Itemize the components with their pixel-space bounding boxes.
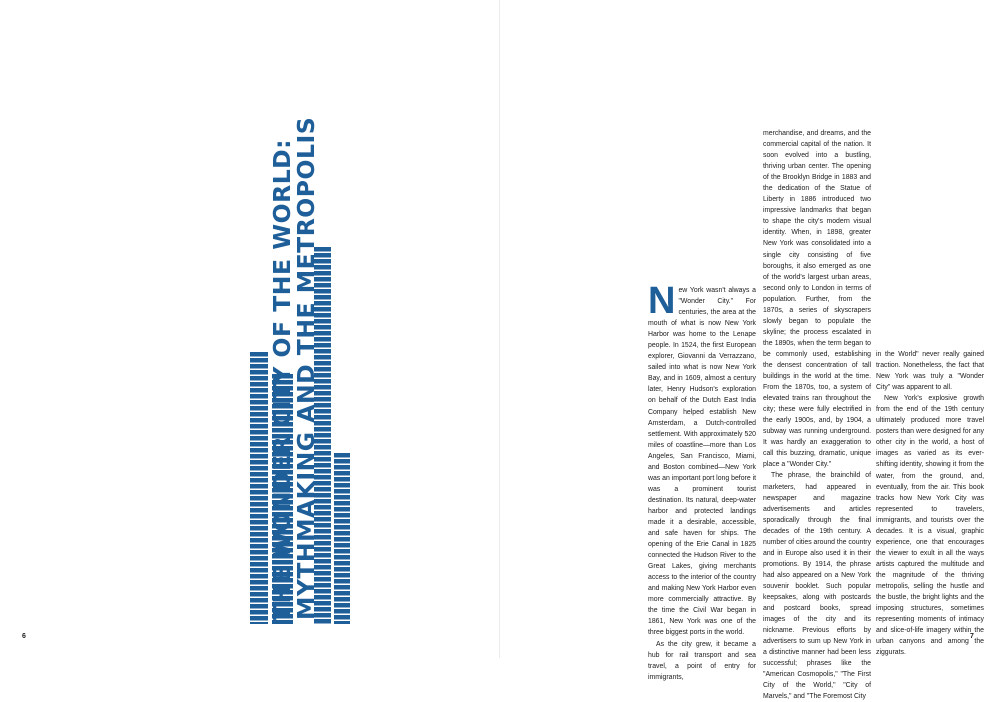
paragraph: The phrase, the brainchild of marketers, had appeared in newspaper and magazine advertisements and articles sporadically through the final decades of the 19th century. A number of cities around the country and in Europe also used it in their promotions. By 1914, the phrase had also appeared on a New York souvenir booklet. Such popular keepsakes, along with postcards and postcard books, spread images of the city and its nickname. Previous efforts by advertisers to sum up New York in a distinctive manner had been less successful; phrases like the "American Cosmopolis," "The First City of the World," "City of Marvels," and "The Foremost City bbox=[763, 472, 872, 701]
text-column-1 bbox=[648, 280, 757, 683]
drop-cap: N bbox=[648, 280, 676, 322]
paragraph: merchandise, and dreams, and the commercial capital of the nation. It soon evolved into a bustling, thriving urban center. The opening of the Brooklyn Bridge in 1883 and the dedication of the Statue of Liberty in 1886 introduced two impressive landmarks that began to shape the city's modern visual identity. When, in 1898, greater New York was consolidated into a single city consisting of five boroughs, it also emerged as one of the world's largest urban areas, second only to London in terms of population. Further, from the 1870s, a series of skyscrapers slowly began to populate the skyline; the process escalated in the 1890s, when the term began to be commonly used, establishing the densest concentration of tall buildings in the world at the time. From the 1870s, too, a system of elevated trains ran throughout the city; these were fully electrified in the early 1900s, and, by 1904, a subway was running underground. It was hardly an exaggeration to call this buzzing, dramatic, unique place a "Wonder City." bbox=[763, 130, 871, 469]
chapter-title-line-2: MYTHMAKING AND THE METROPOLIS bbox=[292, 116, 320, 620]
chapter-title bbox=[270, 60, 320, 620]
skyline-bar bbox=[334, 453, 350, 624]
page-number-right: 7 bbox=[970, 633, 974, 640]
left-page bbox=[0, 0, 500, 658]
paragraph: New York's explosive growth from the end of the 19th century ultimately produced more travel posters than were designed for any other city in the world, a host of images as varied as its ever-shifting identity, showing it from the water, from the ground, and, eventually, from the air. This book tracks how New York City was represented to travelers, immigrants, and tourists over the decades. It is a visual, graphic experience, one that encourages the viewer to exult in all the ways artists captured the multitude and the magnitude of the thriving metropolis, selling the hustle and the bustle, the bright lights and the imposing structures, sometimes representing moments of intimacy and slice-of-life imagery within the urban canyons and among the ziggurats. bbox=[876, 395, 984, 657]
skyline-bar bbox=[250, 352, 268, 624]
paragraph: in the World" never really gained traction. Nonetheless, the fact that New York was truly a "Wonder City" was apparent to all. bbox=[876, 351, 984, 392]
paragraph bbox=[648, 280, 757, 639]
page-number-left: 6 bbox=[22, 633, 26, 640]
paragraph: As the city grew, it became a hub for rail transport and sea travel, a point of entry for immigrants, bbox=[648, 640, 756, 681]
text-column-3 bbox=[876, 349, 984, 658]
text-column-2 bbox=[763, 128, 871, 702]
chapter-title-line-1: THE WONDER CITY OF THE WORLD: bbox=[268, 138, 296, 620]
paragraph-text: ew York wasn't always a "Wonder City." For centuries, the area at the mouth of what is now New York Harbor was home to the Lenape people. In 1524, the first European explorer, Giovanni da Verrazzano, sailed into what is now New York Bay, and in 1609, almost a century later, Henry Hudson's exploration on behalf of the Dutch East India Company helped establish New Amsterdam, a Dutch-controlled settlement. With approximately 520 miles of coastline—more than Los Angeles, San Francisco, Miami, and Boston combined—New York was an important port long before it was a prominent tourist destination. Its natural, deep-water harbor and protected landings made it a desirable, accessible, and safe haven for ships. The opening of the Erie Canal in 1825 connected the Hudson River to the Great Lakes, giving merchants access to the interior of the country and making New York Harbor even more commercially attractive. By the time the Civil War began in 1861, New York was one of the three biggest ports in the world. bbox=[648, 287, 757, 637]
